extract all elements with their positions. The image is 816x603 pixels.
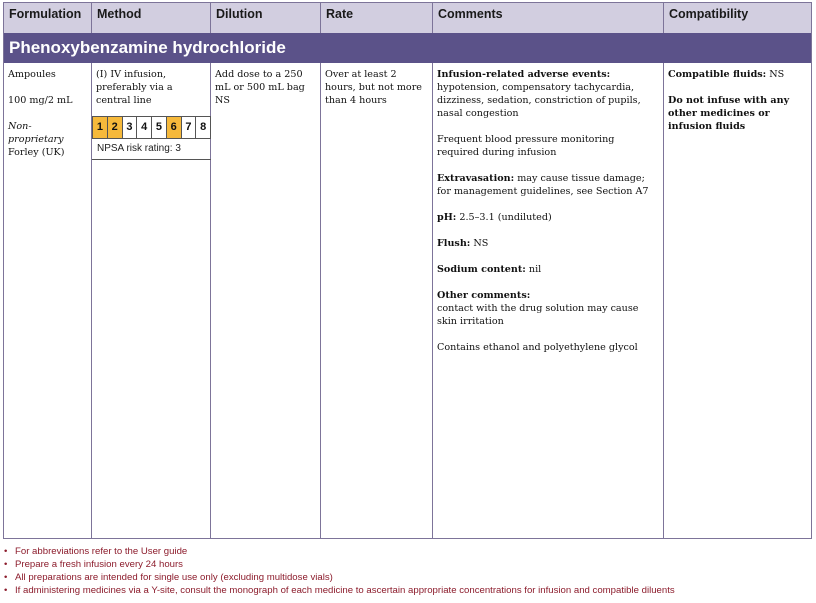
rate-text: Over at least 2 hours, but not more than 4 hours — [325, 69, 422, 106]
risk-box-8: 8 — [196, 117, 211, 138]
risk-divider — [92, 155, 211, 160]
footnote — [4, 558, 812, 571]
header-method: Method — [92, 3, 211, 33]
proprietary-label: Non-proprietary — [8, 121, 64, 145]
adverse-text: hypotension, compensatory tachycardia, dizziness, sedation, constriction of pupils, nasal congestion — [437, 82, 641, 119]
risk-box-1: 1 — [93, 117, 108, 138]
rate-cell — [321, 63, 433, 538]
drug-title: Phenoxybenzamine hydrochloride — [4, 33, 811, 63]
sodium-label: Sodium content: — [437, 264, 526, 275]
footnote — [4, 571, 812, 584]
header-formulation: Formulation — [4, 3, 92, 33]
other-comments-text: contact with the drug solution may cause skin irritation — [437, 303, 639, 327]
footnote-text: All preparations are intended for single use only (excluding multidose vials) — [15, 572, 333, 583]
formulation-cell — [4, 63, 92, 538]
bullet-icon: • — [4, 585, 8, 596]
formulation-type: Ampoules — [8, 69, 56, 80]
risk-box-7: 7 — [182, 117, 197, 138]
flush-text: NS — [470, 238, 489, 249]
footnotes — [4, 545, 812, 597]
footnote — [4, 545, 812, 558]
formulation-strength: 100 mg/2 mL — [8, 95, 73, 106]
method-text: (I) IV infusion, preferably via a central line — [96, 69, 173, 106]
fluids-text: NS — [766, 69, 785, 80]
sodium-content — [437, 263, 659, 276]
adverse-label: Infusion-related adverse events: — [437, 69, 611, 80]
bullet-icon: • — [4, 546, 8, 557]
ph-label: pH: — [437, 212, 457, 223]
bullet-icon: • — [4, 572, 8, 583]
header-comments: Comments — [433, 3, 664, 33]
ph-text: 2.5–3.1 (undiluted) — [456, 212, 552, 223]
footnote-text: If administering medicines via a Y-site, consult the monograph of each medicine to ascertain appropriate concentrations for infusion and compatible diluents — [15, 585, 675, 596]
footnote — [4, 584, 812, 597]
extravasation-label: Extravasation: — [437, 173, 515, 184]
flush-label: Flush: — [437, 238, 471, 249]
ph — [437, 211, 659, 224]
risk-rating-widget — [92, 116, 211, 160]
method-cell — [92, 63, 211, 538]
dilution-text: Add dose to a 250 mL or 500 mL bag NS — [215, 69, 305, 106]
compatibility-warning: Do not infuse with any other medicines or infusion fluids — [668, 95, 790, 132]
footnote-text: For abbreviations refer to the User guide — [15, 546, 188, 557]
header-rate: Rate — [321, 3, 433, 33]
monitoring-text: Frequent blood pressure monitoring required during infusion — [437, 134, 615, 158]
risk-label: NPSA risk rating: 3 — [97, 143, 181, 154]
adverse-events — [437, 68, 659, 120]
risk-boxes — [92, 116, 211, 139]
compatibility-cell — [664, 63, 811, 538]
header-dilution: Dilution — [211, 3, 321, 33]
risk-box-2: 2 — [108, 117, 123, 138]
monograph-table — [3, 2, 812, 539]
extravasation-text: may cause tissue damage; for management guidelines, see Section A7 — [437, 173, 649, 197]
sodium-text: nil — [525, 264, 542, 275]
header-compatibility: Compatibility — [664, 3, 811, 33]
risk-box-4: 4 — [137, 117, 152, 138]
dilution-cell — [211, 63, 321, 538]
comments-cell — [433, 63, 664, 538]
compatible-fluids — [668, 68, 807, 81]
risk-box-3: 3 — [123, 117, 138, 138]
risk-box-6: 6 — [167, 117, 182, 138]
fluids-label: Compatible fluids: — [668, 69, 767, 80]
flush — [437, 237, 659, 250]
risk-box-5: 5 — [152, 117, 167, 138]
manufacturer: Forley (UK) — [8, 147, 65, 158]
footnote-text: Prepare a fresh infusion every 24 hours — [15, 559, 183, 570]
contains-text: Contains ethanol and polyethylene glycol — [437, 342, 638, 353]
bullet-icon: • — [4, 559, 8, 570]
other-comments-label: Other comments: — [437, 290, 531, 301]
extravasation — [437, 172, 659, 198]
